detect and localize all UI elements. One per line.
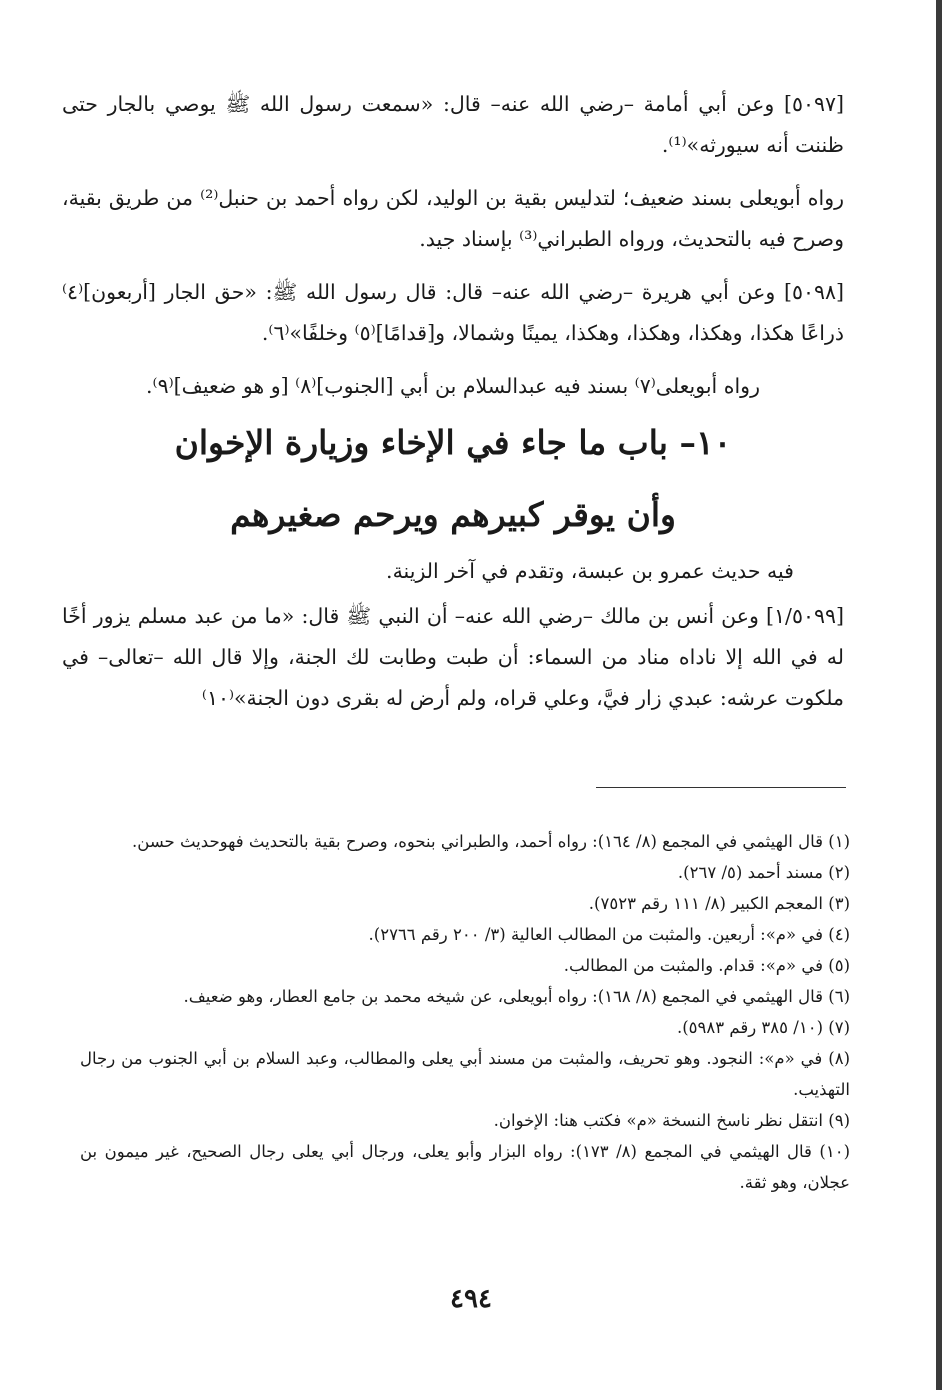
page-edge-shadow — [936, 0, 942, 1390]
hadith-5097-takhrij: رواه أبويعلى بسند ضعيف؛ لتدليس بقية بن الوليد، لكن رواه أحمد بن حنبل⁽²⁾ من طريق بقية، وصرح فيه بالتحديث، ورواه الطبراني⁽³⁾ بإسناد جيد. — [62, 186, 844, 251]
page-number: ٤٩٤ — [450, 1284, 492, 1314]
footnote-1: (١) قال الهيثمي في المجمع (٨/ ١٦٤): رواه أحمد، والطبراني بنحوه، وصرح بقية بالتحديث فهوحديث حسن. — [132, 832, 850, 851]
hadith-5099-text: [١/٥٠٩٩] وعن أنس بن مالك –رضي الله عنه– أن النبي ﷺ قال: «ما من عبد مسلم يزور أخًا له في الله إلا ناداه مناد من السماء: أن طبت وطابت لك الجنة، وإلا قال الله –تعالى– في ملكوت عرشه: عبدي زار فيَّ، وعلي قراه، ولم أرض له بقرى دون الجنة»⁽١٠⁾ — [62, 604, 844, 710]
hadith-5098-takhrij: رواه أبويعلى⁽٧⁾ بسند فيه عبدالسلام بن أبي [الجنوب]⁽٨⁾ [و هو ضعيف]⁽٩⁾. — [146, 374, 760, 398]
footnote-4: (٤) في «م»: أربعين. والمثبت من المطالب العالية (٣/ ٢٠٠ رقم ٢٧٦٦). — [368, 925, 850, 944]
footnote-separator — [596, 787, 846, 788]
chapter-note: فيه حديث عمرو بن عبسة، وتقدم في آخر الزينة. — [386, 559, 794, 583]
footnote-5: (٥) في «م»: قدام. والمثبت من المطالب. — [563, 956, 850, 975]
footnote-7: (٧) (١٠/ ٣٨٥ رقم ٥٩٨٣). — [676, 1018, 850, 1037]
main-text — [62, 84, 844, 719]
footnote-8: (٨) في «م»: النجود. وهو تحريف، والمثبت من مسند أبي يعلى والمطالب، وعبد السلام بن أبي الجنوب من رجال التهذيب. — [80, 1049, 850, 1099]
hadith-5098-text: [٥٠٩٨] وعن أبي هريرة –رضي الله عنه– قال: قال رسول الله ﷺ: «حق الجار [أربعون]⁽٤⁾ ذراعًا هكذا، وهكذا، وهكذا، وهكذا، يمينًا وشمالا، و[قدامًا]⁽٥⁾ وخلفًا»⁽٦⁾. — [62, 280, 844, 345]
footnote-3: (٣) المعجم الكبير (٨/ ١١١ رقم ٧٥٢٣). — [588, 894, 850, 913]
footnote-10: (١٠) قال الهيثمي في المجمع (٨/ ١٧٣): رواه البزار وأبو يعلى، ورجال أبي يعلى رجال الصحيح، غير ميمون بن عجلان، وهو ثقة. — [80, 1142, 851, 1192]
hadith-5097-text: [٥٠٩٧] وعن أبي أمامة –رضي الله عنه– قال: «سمعت رسول الله ﷺ يوصي بالجار حتى ظننت أنه سيورثه»⁽¹⁾. — [62, 92, 844, 157]
chapter-title-line1: ١٠– باب ما جاء في الإخاء وزيارة الإخوان — [174, 423, 732, 462]
footnote-2: (٢) مسند أحمد (٥/ ٢٦٧). — [677, 863, 850, 882]
footnote-9: (٩) انتقل نظر ناسخ النسخة «م» فكتب هنا: الإخوان. — [493, 1111, 850, 1130]
chapter-title-line2: وأن يوقر كبيرهم ويرحم صغيرهم — [230, 495, 676, 534]
footnotes — [80, 826, 850, 1198]
footnote-6: (٦) قال الهيثمي في المجمع (٨/ ١٦٨): رواه أبويعلى، عن شيخه محمد بن جامع العطار، وهو ضعيف. — [183, 987, 850, 1006]
